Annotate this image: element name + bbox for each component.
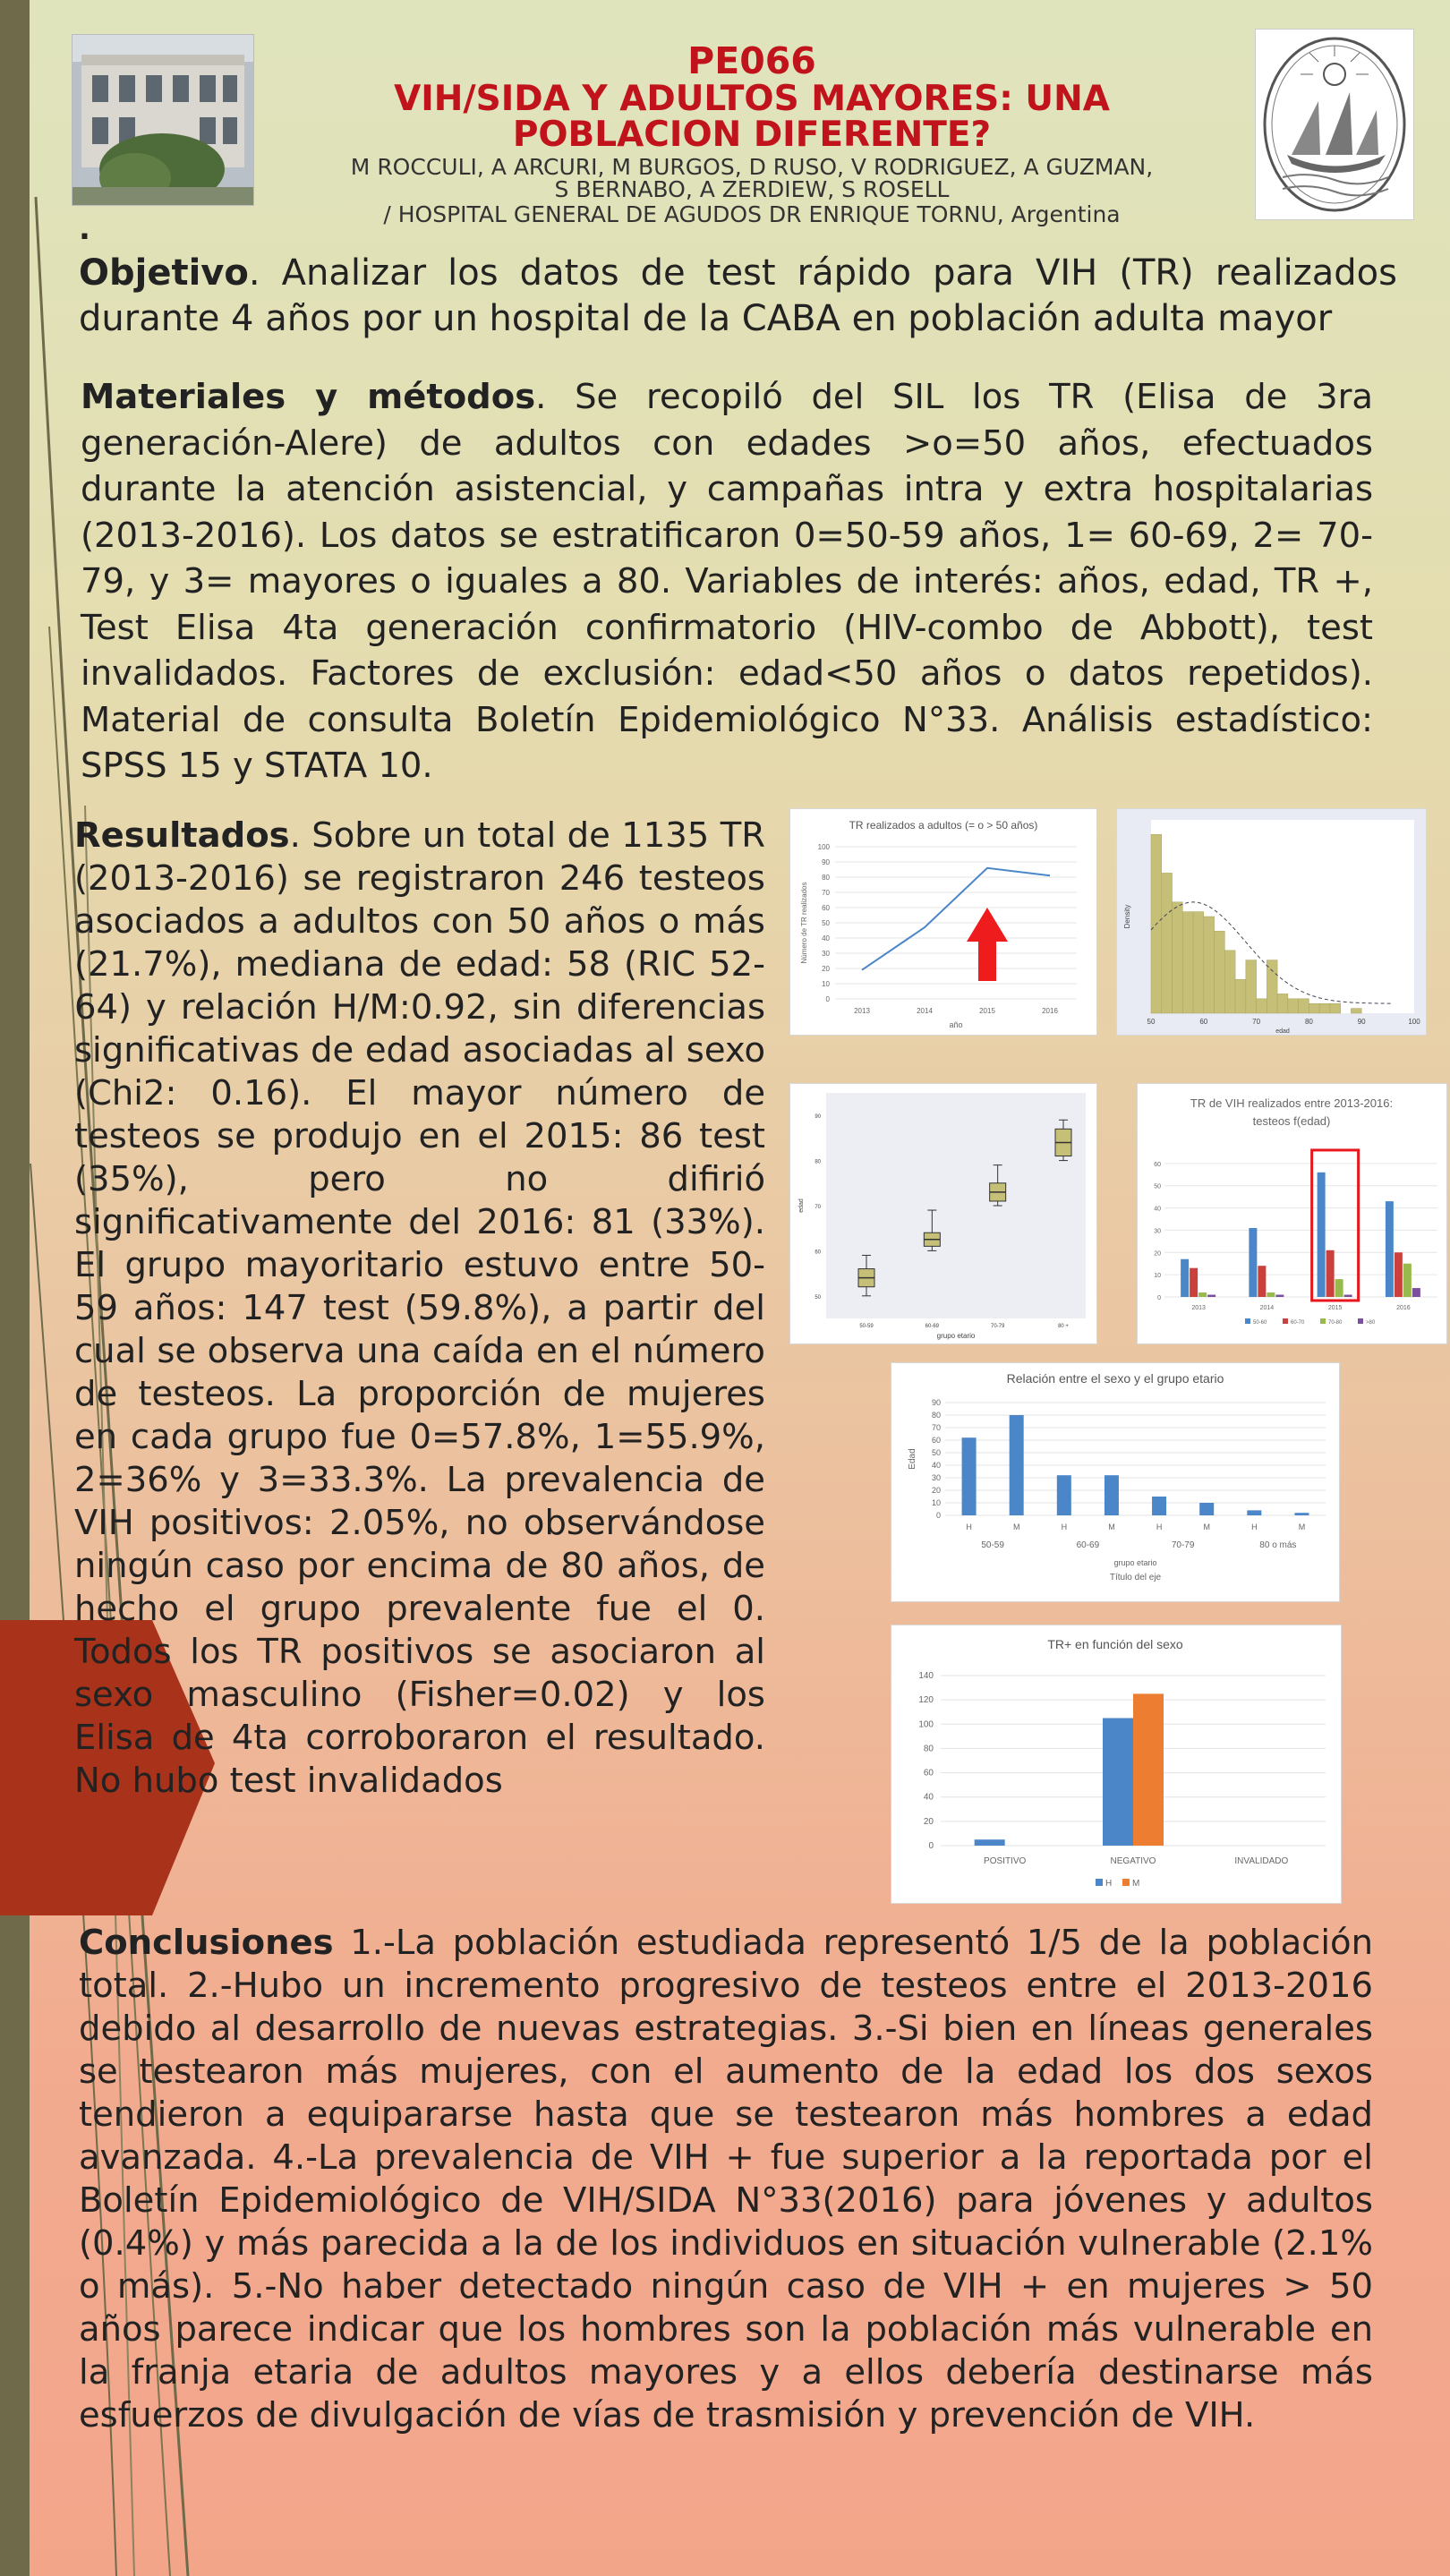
x-tick-label: INVALIDADO <box>1234 1856 1289 1866</box>
histogram-bar <box>1224 951 1235 1013</box>
y-tick-label: 60 <box>1154 1161 1161 1168</box>
bar <box>1294 1513 1309 1515</box>
red-up-arrow <box>967 908 1008 981</box>
x-tick-label: M <box>1012 1523 1020 1531</box>
histogram-bar <box>1330 1003 1341 1013</box>
histogram-bar <box>1246 960 1257 1013</box>
y-tick-label: 80 <box>815 1159 821 1165</box>
group-label: 80 o más <box>1259 1540 1297 1550</box>
y-tick-label: 0 <box>928 1841 934 1851</box>
group-label: 60-69 <box>1076 1540 1100 1550</box>
histogram-bar <box>1235 979 1246 1013</box>
y-tick-label: 40 <box>931 1461 941 1470</box>
poster-code: PE066 <box>687 39 816 82</box>
histogram-bar <box>1299 999 1309 1013</box>
hospital-photo <box>72 34 254 206</box>
bar <box>1057 1475 1071 1515</box>
y-tick-label: 60 <box>815 1250 821 1256</box>
bar <box>1105 1475 1119 1515</box>
bar <box>1207 1295 1215 1297</box>
bar <box>1412 1288 1420 1297</box>
authors-line2: S BERNABO, A ZERDIEW, S ROSELL <box>554 176 950 202</box>
y-tick-label: 60 <box>931 1436 941 1445</box>
bar <box>1403 1264 1412 1297</box>
y-tick-label: 30 <box>822 950 830 958</box>
y-tick-label: 50 <box>931 1448 941 1457</box>
histogram-bar <box>1351 1009 1361 1013</box>
x-axis-title: Título del eje <box>1109 1573 1162 1582</box>
stray-dot: . <box>79 211 90 247</box>
histogram-bar <box>1277 994 1288 1013</box>
conclusiones-section <box>79 1922 1373 2437</box>
x-tick-label: 60 <box>1199 1018 1208 1026</box>
resultados-text: . Sobre un total de 1135 TR (2013-2016) se registraron 246 testeos asociados a adultos con 50 años o más (21.7%), mediana de edad: 58 (RIC 52-64) y relación H/M:0.92, sin diferencias significativas de edad asociadas al sexo (Chi2: 0.16). El mayor número de testeos se produjo en el 2015: 86 test (35%), pero no difirió significativamente del 2016: 81 (33%). El grupo mayoritario estuvo entre 50-59 años: 147 test (59.8%), a partir del cual se observa una caída en el número de testeos. La proporción de mujeres en cada grupo fue 0=57.8%, 1=55.9%, 2=36% y 3=33.3%. La prevalencia de VIH positivos: 2.05%, no observándose ningún caso por encima de 80 años, de hecho el grupo prevalente fue el 0. Todos los TR positivos se asociaron al sexo masculino (Fisher=0.02) y los Elisa de 4ta corroboraron el resultado. No hubo test invalidados <box>74 815 765 1801</box>
conclusiones-heading: Conclusiones <box>79 1923 334 1963</box>
y-axis-label: Número de TR realizados <box>800 882 808 964</box>
poster-title-line1: VIH/SIDA Y ADULTOS MAYORES: UNA <box>394 79 1110 119</box>
legend-swatch <box>1245 1318 1250 1324</box>
legend-swatch <box>1358 1318 1363 1324</box>
y-tick-label: 50 <box>815 1294 821 1301</box>
bar <box>1133 1693 1164 1846</box>
group-label: 50-59 <box>981 1540 1004 1550</box>
objetivo-text: . Analizar los datos de test rápido para VIH (TR) realizados durante 4 años por un hospital de la CABA en población adulta mayor <box>79 252 1397 339</box>
x-axis-label: grupo etario <box>936 1332 976 1340</box>
y-tick-label: 40 <box>923 1792 934 1803</box>
x-axis-label: grupo etario <box>1113 1558 1157 1567</box>
bar <box>975 1839 1005 1846</box>
bar <box>1181 1259 1189 1297</box>
y-tick-label: 140 <box>918 1671 934 1681</box>
y-tick-label: 0 <box>825 995 830 1003</box>
x-axis-label: edad <box>1275 1028 1290 1035</box>
bar <box>962 1437 977 1515</box>
x-tick-label: M <box>1203 1523 1210 1531</box>
y-tick-label: 80 <box>822 874 830 882</box>
y-tick-label: 90 <box>822 858 830 866</box>
x-tick-label: 80 + <box>1058 1324 1069 1329</box>
y-tick-label: 90 <box>931 1398 941 1407</box>
bar <box>1267 1292 1275 1297</box>
chart-subtitle: testeos f(edad) <box>1252 1114 1331 1128</box>
bar <box>1190 1268 1198 1297</box>
bar <box>1344 1295 1352 1297</box>
legend-label: 50-60 <box>1253 1320 1267 1326</box>
legend-swatch <box>1320 1318 1326 1324</box>
objetivo-heading: Objetivo <box>79 252 249 294</box>
x-tick-label: 50-59 <box>859 1324 874 1329</box>
y-tick-label: 40 <box>822 934 830 943</box>
x-tick-label: H <box>1061 1523 1068 1531</box>
x-tick-label: 2015 <box>1327 1305 1343 1311</box>
y-tick-label: 80 <box>923 1744 934 1754</box>
y-tick-label: 100 <box>817 843 830 851</box>
conclusiones-text: 1.-La población estudiada representó 1/5 de la población total. 2.-Hubo un incremento progresivo de testeos entre el 2013-2016 debido al desarrollo de nuevas estrategias. 3.-Si bien en líneas generales se testearon más mujeres, con el aumento de la edad los dos sexos tendieron a equipararse hasta que se testearon más hombres a edad avanzada. 4.-La prevalencia de VIH + fue superior a la reportada por el Boletín Epidemiológico de VIH/SIDA N°33(2016) para jóvenes y adultos (0.4%) y más parecida a la de los individuos en situación vulnerable (2.1% o más). 5.-No haber detectado ningún caso de VIH + en mujeres > 50 años parece indicar que los hombres son la población más vulnerable en la franja etaria de adultos mayores y a ellos debería destinarse más esfuerzos de divulgación de vías de trasmisión y prevención de VIH. <box>79 1923 1373 2435</box>
histogram-bar <box>1267 960 1277 1013</box>
x-tick-label: 2013 <box>1191 1305 1206 1311</box>
legend-label: H <box>1105 1879 1113 1889</box>
x-tick-label: NEGATIVO <box>1110 1856 1156 1866</box>
legend-swatch <box>1283 1318 1288 1324</box>
y-tick-label: 20 <box>931 1486 941 1495</box>
histogram-bar <box>1173 902 1183 1013</box>
x-tick-label: POSITIVO <box>984 1856 1027 1866</box>
x-axis-label: año <box>949 1020 963 1029</box>
poster-title-line2: POBLACION DIFERENTE? <box>512 115 992 155</box>
y-tick-label: 50 <box>822 919 830 927</box>
legend-label: M <box>1132 1879 1140 1889</box>
bar <box>1275 1295 1284 1297</box>
x-tick-label: H <box>1251 1523 1258 1531</box>
y-tick-label: 10 <box>931 1498 941 1507</box>
x-tick-label: H <box>966 1523 972 1531</box>
x-tick-label: M <box>1298 1523 1306 1531</box>
y-tick-label: 60 <box>822 904 830 912</box>
resultados-heading: Resultados <box>74 815 290 856</box>
histogram-bar <box>1257 999 1267 1013</box>
x-tick-label: 50 <box>1147 1018 1156 1026</box>
x-tick-label: H <box>1156 1523 1163 1531</box>
x-tick-label: 2014 <box>1259 1305 1275 1311</box>
chart-sex-by-agegroup <box>891 1362 1340 1602</box>
y-tick-label: 30 <box>931 1473 941 1482</box>
bar <box>1249 1228 1257 1297</box>
chart-title: TR de VIH realizados entre 2013-2016: <box>1190 1096 1394 1110</box>
y-tick-label: 0 <box>935 1511 941 1520</box>
city-seal-logo <box>1255 29 1414 220</box>
bar <box>1258 1266 1266 1297</box>
y-tick-label: 10 <box>822 980 830 988</box>
bar <box>1010 1415 1024 1515</box>
y-tick-label: 20 <box>1154 1250 1161 1258</box>
materiales-text: . Se recopiló del SIL los TR (Elisa de 3ra generación-Alere) de adultos con edades >o=50 años, efectuados durante la atención asistencial, y campañas intra y extra hospitalarias (2013-2016). Los datos se estratificaron 0=50-59 años, 1= 60-69, 2= 70-79, y 3= mayores o iguales a 80. Variables de interés: años, edad, TR +, Test Elisa 4ta generación confirmatorio (HIV-combo de Abbott), test invalidados. Factores de exclusión: edad<50 años o datos repetidos). Material de consulta Boletín Epidemiológico N°33. Análisis estadístico: SPSS 15 y STATA 10. <box>81 377 1374 786</box>
x-tick-label: 60-69 <box>925 1324 940 1329</box>
y-tick-label: 20 <box>923 1816 934 1827</box>
x-tick-label: 90 <box>1357 1018 1366 1026</box>
bar <box>1326 1250 1335 1297</box>
x-tick-label: 2016 <box>1396 1305 1411 1311</box>
materiales-section <box>81 374 1373 789</box>
bar <box>1318 1173 1326 1297</box>
x-tick-label: M <box>1108 1523 1115 1531</box>
chart-tr-by-sex <box>891 1625 1342 1904</box>
resultados-section <box>74 815 765 1803</box>
x-tick-label: 2013 <box>854 1007 870 1015</box>
legend-label: 60-70 <box>1291 1320 1305 1326</box>
chart-tests-by-age-year <box>1137 1083 1447 1344</box>
histogram-bar <box>1288 999 1299 1013</box>
left-sidebar-bar <box>0 0 30 2576</box>
histogram-bar <box>1319 1003 1330 1013</box>
materiales-heading: Materiales y métodos <box>81 377 536 417</box>
y-tick-label: 60 <box>923 1768 934 1778</box>
x-tick-label: 70-79 <box>990 1324 1005 1329</box>
group-label: 70-79 <box>1171 1540 1195 1550</box>
y-tick-label: 100 <box>918 1719 934 1730</box>
y-tick-label: 30 <box>1154 1228 1161 1235</box>
y-axis-label: edad <box>798 1198 805 1213</box>
bar <box>1152 1497 1166 1515</box>
y-tick-label: 80 <box>931 1411 941 1420</box>
histogram-bar <box>1204 917 1215 1013</box>
histogram-bar <box>1193 912 1204 1013</box>
y-tick-label: 70 <box>931 1423 941 1432</box>
chart-age-boxplot <box>789 1083 1097 1344</box>
bar <box>1198 1292 1207 1297</box>
chart-age-histogram <box>1116 808 1427 1036</box>
bar <box>1103 1719 1133 1847</box>
histogram-bar <box>1309 1003 1319 1013</box>
x-tick-label: 2015 <box>979 1007 995 1015</box>
chart-tr-by-year <box>789 808 1097 1036</box>
objetivo-section <box>79 251 1397 342</box>
y-tick-label: 120 <box>918 1695 934 1706</box>
legend-swatch <box>1096 1879 1103 1886</box>
histogram-bar <box>1215 931 1225 1013</box>
bar <box>1199 1503 1214 1515</box>
affiliation: / HOSPITAL GENERAL DE AGUDOS DR ENRIQUE TORNU, Argentina <box>383 201 1121 227</box>
y-tick-label: 10 <box>1154 1273 1161 1280</box>
bar <box>1247 1510 1261 1515</box>
x-tick-label: 100 <box>1408 1018 1420 1026</box>
x-tick-label: 2016 <box>1042 1007 1058 1015</box>
y-tick-label: 70 <box>822 889 830 897</box>
bar <box>1335 1279 1343 1297</box>
y-axis-label: Edad <box>908 1448 917 1470</box>
y-tick-label: 40 <box>1154 1206 1161 1213</box>
y-tick-label: 90 <box>815 1114 821 1121</box>
x-tick-label: 70 <box>1252 1018 1261 1026</box>
y-tick-label: 50 <box>1154 1183 1161 1190</box>
y-axis-label: Density <box>1123 904 1131 929</box>
y-tick-label: 20 <box>822 965 830 973</box>
legend-label: >80 <box>1366 1320 1376 1326</box>
y-tick-label: 0 <box>1157 1295 1161 1301</box>
bar <box>1395 1252 1403 1297</box>
authors-line1: M ROCCULI, A ARCURI, M BURGOS, D RUSO, V RODRIGUEZ, A GUZMAN, <box>350 154 1154 180</box>
legend-label: 70-80 <box>1328 1320 1343 1326</box>
x-tick-label: 2014 <box>917 1007 933 1015</box>
series-line <box>862 868 1050 970</box>
chart-title: Relación entre el sexo y el grupo etario <box>1006 1371 1224 1386</box>
y-tick-label: 70 <box>815 1205 821 1210</box>
x-tick-label: 80 <box>1304 1018 1313 1026</box>
legend-swatch <box>1122 1879 1130 1886</box>
bar <box>1386 1201 1394 1297</box>
chart-title: TR+ en función del sexo <box>1047 1637 1183 1651</box>
histogram-bar <box>1162 873 1173 1013</box>
histogram-bar <box>1182 912 1193 1013</box>
chart-title: TR realizados a adultos (= o > 50 años) <box>849 819 1038 832</box>
